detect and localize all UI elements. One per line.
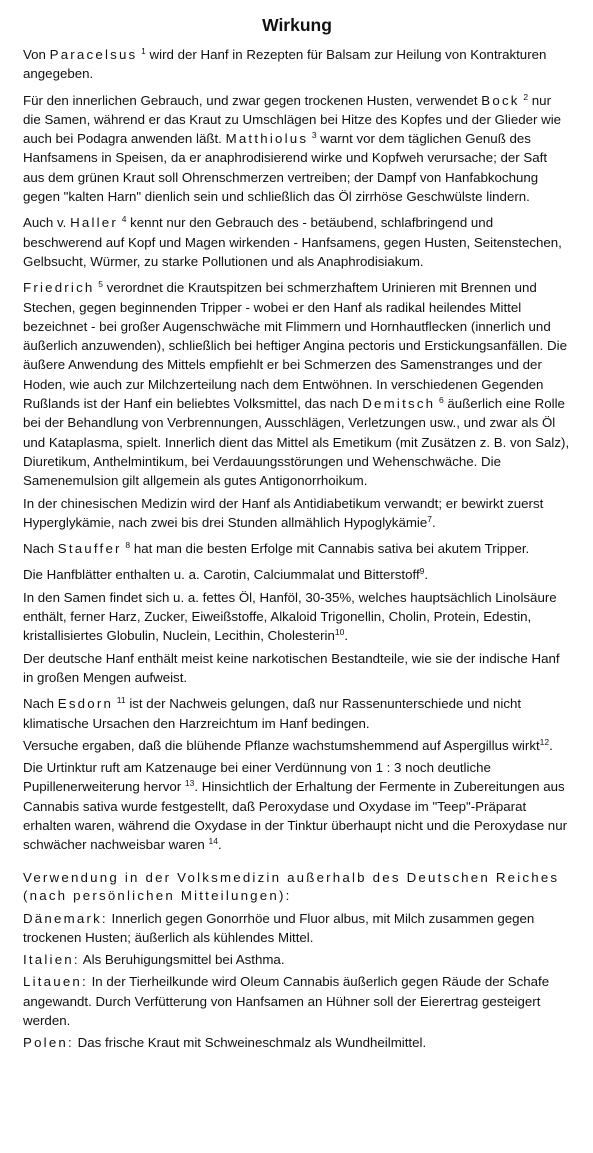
- text: Das frische Kraut mit Schweineschmalz als Wundheilmittel.: [73, 1035, 427, 1051]
- footnote-ref[interactable]: 10: [334, 627, 345, 638]
- paragraph-bock-matthiolus: [23, 91, 571, 207]
- country-label: Polen:: [23, 1035, 74, 1051]
- footnote-ref[interactable]: 4: [121, 214, 127, 225]
- country-label: Dänemark:: [23, 910, 108, 926]
- text: In der chinesischen Medizin wird der Hanf als Antidiabetikum verwandt; er bewirkt zuerst Hyperglykämie, nach zwei bis drei Stunden allmählich Hypoglykämie: [23, 495, 544, 530]
- footnote-ref[interactable]: 12: [539, 736, 550, 747]
- footnote-ref[interactable]: 5: [98, 279, 103, 290]
- text: Nach: [23, 696, 58, 712]
- country-label: Italien:: [23, 952, 80, 968]
- text: Von: [23, 47, 50, 62]
- folk-entry-lithuania: [23, 972, 571, 1030]
- text: .: [424, 567, 429, 583]
- paragraph-paracelsus: [23, 45, 571, 84]
- text: Die Hanfblätter enthalten u. a. Carotin, Calciummalat und Bitterstoff: [23, 567, 420, 583]
- folk-entry-denmark: [23, 909, 571, 948]
- paragraph-esdorn: [23, 694, 571, 733]
- text: In der Tierheilkunde wird Oleum Cannabis äußerlich gegen Räude der Schafe angewandt. Durch Verfütterung von Hanfsamen an Hühner soll der Eierertrag gesteigert werden.: [23, 974, 550, 1029]
- text: Nach: [23, 541, 58, 557]
- text: Für den innerlichen Gebrauch, und zwar gegen trockenen Husten, verwendet: [23, 92, 482, 108]
- paragraph-leaves: [23, 565, 571, 584]
- text: ist der Nachweis gelungen, daß nur Rassenunterschiede und nicht klimatische Ursachen den Harzreichtum im Hanf bedingen.: [23, 696, 522, 731]
- footnote-ref[interactable]: 1: [141, 46, 146, 56]
- section-title: Wirkung: [262, 15, 332, 35]
- paragraph-german-hemp: Der deutsche Hanf enthält meist keine narkotischen Bestandteile, wie sie der indische Hanf in großen Mengen aufweist.: [23, 650, 560, 685]
- text: wird der Hanf in Rezepten für Balsam zur Heilung von Kontrakturen angegeben.: [23, 47, 547, 82]
- text: nur die Samen, während er das Kraut zu Umschlägen bei Hitze des Kopfes und der Glieder wie auch bei Podagra anwenden läßt.: [23, 92, 562, 147]
- text: Als Beruhigungsmittel bei Asthma.: [79, 952, 285, 968]
- author-name: Friedrich: [23, 280, 95, 296]
- text: .: [218, 837, 222, 853]
- paragraph-friedrich: [23, 278, 571, 490]
- footnote-ref[interactable]: 9: [419, 566, 425, 577]
- paragraph-aspergillus: [23, 736, 571, 755]
- folk-entry-poland: [23, 1033, 571, 1052]
- author-name: Paracelsus: [49, 47, 138, 62]
- text: äußerlich eine Rolle bei der Behandlung von Verbrennungen, Ausschlägen, Verletzungen usw., und zwar als Öl und Kataplasma, spielt. Innerlich dient das Mittel als Emetikum (mit Zusätzen z. B. von Salz), Diuretikum, Anthelmintikum, bei Verdauungsstörungen und Wehenschwäche. Die Samenemulsion gilt allgemein als gutes Antigonorrhoikum.: [23, 396, 570, 489]
- text: Auch v.: [23, 215, 71, 231]
- paragraph-haller: [23, 213, 571, 271]
- footnote-ref[interactable]: 8: [125, 540, 131, 551]
- text: . Hinsichtlich der Erhaltung der Fermente in Zubereitungen aus Cannabis sativa wurde festgestellt, daß Peroxydase und Oxydase im "Teep"-Präparat erhalten waren, während die Oxydase in der Tinktur überhaupt nicht und die Peroxydase nur schwächer nachweisbar waren: [23, 779, 568, 853]
- author-name: Demitsch: [362, 396, 436, 412]
- folk-medicine-heading: Verwendung in der Volksmedizin außerhalb des Deutschen Reiches (nach persönlichen Mitteilungen):: [23, 869, 560, 904]
- country-label: Litauen:: [23, 974, 88, 990]
- text: verordnet die Krautspitzen bei schmerzhaftem Urinieren mit Brennen und Stechen, gegen beginnenden Tripper - wobei er den Hanf als radikal heilendes Mittel bezeichnet - bei großer Augenschwäche mit Flimmern und Hornhautflecken (innerlich und äußerlich anzuwenden), schließlich bei heftiger Angina pectoris und Erstickungsanfällen. Die äußere Anwendung des Mittels empfiehlt er bei Schmerzen des Samenstranges und der Hoden, wie auch zur Milchzerteilung nach dem Entwöhnen. In verschiedenen Gegenden Rußlands ist der Hanf ein beliebtes Volksmittel, das nach: [23, 280, 567, 412]
- footnote-ref[interactable]: 14: [208, 836, 218, 847]
- footnote-ref[interactable]: 13: [184, 778, 195, 789]
- text: .: [344, 628, 349, 644]
- author-name: Esdorn: [57, 696, 114, 712]
- text: .: [549, 737, 553, 753]
- text: warnt vor dem täglichen Genuß des Hanfsamens in Speisen, da er anaphrodisierend wirke und Kopfweh verursache; der Saft aus dem grünen Kraut soll Ohrenschmerzen vertreiben; der Dampf von Hanfabkochung gegen "kalten Harn" dienlich sein und schließlich das Öl zirrhöse Geschwülste lindern.: [23, 131, 548, 205]
- paragraph-chinese-medicine: [23, 494, 571, 533]
- paragraph-stauffer: [23, 539, 571, 558]
- footnote-ref[interactable]: 7: [427, 513, 432, 524]
- author-name: Haller: [70, 215, 118, 231]
- text: In den Samen findet sich u. a. fettes Öl, Hanföl, 30-35%, welches hauptsächlich Linolsäure enthält, ferner Harz, Zucker, Eiweißstoffe, Alkaloid Trigonellin, Cholin, Protein, Edestin, kristallisiertes Globulin, Nuclein, Lecithin, Cholesterin: [23, 589, 557, 644]
- text: kennt nur den Gebrauch des - betäubend, schlafbringend und beschwerend auf Kopf und Magen wirkenden - Hanfsamens, gegen Husten, Seitenstechen, Gelbsucht, Würmer, zu starke Pollutionen und als Anaphrodisiakum.: [23, 215, 562, 269]
- text: hat man die besten Erfolge mit Cannabis sativa bei akutem Tripper.: [130, 541, 530, 557]
- folk-entry-italy: [23, 950, 571, 969]
- paragraph-seeds: [23, 588, 571, 646]
- author-name: Bock: [481, 92, 520, 108]
- text: Versuche ergaben, daß die blühende Pflanze wachstumshemmend auf Aspergillus wirkt: [23, 737, 540, 753]
- footnote-ref[interactable]: 3: [311, 130, 317, 141]
- author-name: Stauffer: [57, 541, 122, 557]
- text: .: [432, 514, 436, 530]
- footnote-ref[interactable]: 2: [523, 91, 529, 102]
- text: Die Urtinktur ruft am Katzenauge bei einer Verdünnung von 1 : 3 noch deutliche Pupillenerweiterung hervor: [23, 760, 491, 795]
- paragraph-urtinktur: [23, 758, 571, 854]
- author-name: Matthiolus: [225, 131, 309, 147]
- footnote-ref[interactable]: 6: [438, 395, 444, 406]
- footnote-ref[interactable]: 11: [116, 695, 126, 706]
- text: Innerlich gegen Gonorrhöe und Fluor albus, mit Milch zusammen gegen trockenen Husten; äußerlich als kühlendes Mittel.: [23, 910, 535, 945]
